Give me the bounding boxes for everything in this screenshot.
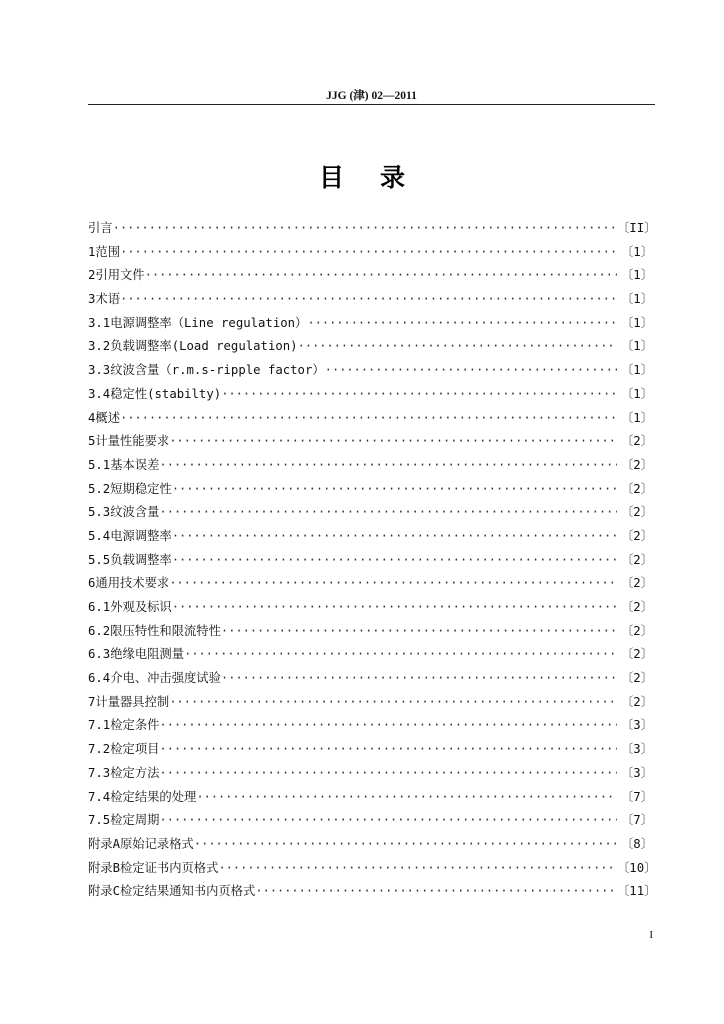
toc-entry[interactable] <box>88 501 653 525</box>
toc-entry-number: 5.3 <box>88 505 111 520</box>
toc-entry[interactable] <box>88 643 653 667</box>
toc-entry-number: 7.3 <box>88 765 111 780</box>
toc-entry-number: 6.3 <box>88 647 111 662</box>
toc-leader-dots <box>159 762 617 786</box>
toc-leader-dots <box>169 691 617 715</box>
toc-leader-dots <box>120 407 617 431</box>
toc-leader-dots <box>172 525 617 549</box>
toc-entry-page: 〔3〕 <box>621 742 653 757</box>
toc-leader-dots <box>159 809 617 833</box>
toc-entry[interactable] <box>88 264 653 288</box>
toc-entry[interactable] <box>88 312 653 336</box>
toc-entry-title: 计量器具控制 <box>95 694 170 709</box>
toc-entry-page: 〔2〕 <box>621 481 653 496</box>
toc-entry-title: 短期稳定性 <box>110 481 172 496</box>
toc-entry[interactable] <box>88 217 657 241</box>
toc-entry[interactable] <box>88 430 653 454</box>
toc-entry-number: 3.1 <box>88 315 111 330</box>
toc-entry[interactable] <box>88 714 653 738</box>
toc-entry-number: 6.2 <box>88 623 111 638</box>
toc-entry-page: 〔1〕 <box>621 386 653 401</box>
toc-entry-page: 〔II〕 <box>617 221 657 235</box>
toc-entry-page: 〔2〕 <box>621 505 653 520</box>
toc-entry-number: 3.2 <box>88 339 111 354</box>
toc-entry-page: 〔2〕 <box>621 647 653 662</box>
toc-entry[interactable] <box>88 407 653 431</box>
toc-leader-dots <box>255 880 617 904</box>
toc-entry[interactable] <box>88 359 653 383</box>
toc-leader-dots <box>221 620 617 644</box>
toc-entry-title: 检定结果通知书内页格式 <box>120 884 256 899</box>
toc-entry-number: 7.4 <box>88 789 111 804</box>
toc-leader-dots <box>120 288 617 312</box>
toc-entry-title: 通用技术要求 <box>95 576 170 591</box>
toc-entry-page: 〔2〕 <box>621 552 653 567</box>
toc-entry[interactable] <box>88 620 653 644</box>
toc-leader-dots <box>218 857 617 881</box>
toc-entry-page: 〔2〕 <box>621 576 653 591</box>
toc-entry-number: 3.4 <box>88 386 111 401</box>
toc-entry-title: 检定周期 <box>110 813 160 828</box>
toc-entry-page: 〔10〕 <box>617 860 657 875</box>
toc-leader-dots <box>159 714 617 738</box>
toc-entry-title: 电源调整率（Line regulation） <box>110 315 308 330</box>
toc-entry-number: 7 <box>88 694 96 709</box>
toc-entry-number: 3 <box>88 292 96 307</box>
toc-entry-title: 计量性能要求 <box>95 434 170 449</box>
toc-entry-number: 7.1 <box>88 718 111 733</box>
toc-entry-page: 〔3〕 <box>621 718 653 733</box>
toc-entry[interactable] <box>88 691 653 715</box>
toc-entry-page: 〔2〕 <box>621 671 653 686</box>
toc-entry-number: 5.4 <box>88 528 111 543</box>
toc-leader-dots <box>172 478 617 502</box>
toc-entry[interactable] <box>88 786 653 810</box>
toc-entry-title: 引用文件 <box>95 268 145 283</box>
toc-entry-title: 电源调整率 <box>110 528 172 543</box>
toc-entry[interactable] <box>88 667 653 691</box>
toc-entry-title: 检定方法 <box>110 765 160 780</box>
toc-entry-title: 引言 <box>88 221 113 235</box>
toc-entry-title: 术语 <box>95 292 121 307</box>
toc-entry-title: 外观及标识 <box>110 600 172 614</box>
toc-entry-title: 纹波含量 <box>110 505 160 520</box>
toc-entry[interactable] <box>88 833 653 857</box>
toc-entry-number: 附录C <box>88 884 120 899</box>
toc-entry-number: 附录A <box>88 836 120 851</box>
toc-entry-number: 5.1 <box>88 457 111 472</box>
toc-entry[interactable] <box>88 478 653 502</box>
toc-leader-dots <box>325 359 617 383</box>
toc-leader-dots <box>169 430 617 454</box>
toc-entry-title: 负载调整率 <box>110 552 172 567</box>
toc-leader-dots <box>113 217 617 241</box>
toc-leader-dots <box>194 833 617 857</box>
toc-entry-page: 〔1〕 <box>621 292 653 307</box>
table-of-contents <box>88 217 657 904</box>
toc-entry[interactable] <box>88 880 657 904</box>
toc-entry-number: 5.2 <box>88 481 111 496</box>
toc-leader-dots <box>159 454 617 478</box>
toc-entry-page: 〔1〕 <box>621 339 653 354</box>
toc-entry-title: 基本误差 <box>110 457 160 472</box>
toc-entry-page: 〔3〕 <box>621 765 653 780</box>
toc-entry-page: 〔2〕 <box>621 600 653 614</box>
toc-entry[interactable] <box>88 454 653 478</box>
toc-entry[interactable] <box>88 857 657 881</box>
toc-leader-dots <box>307 312 617 336</box>
toc-entry-number: 4 <box>88 410 96 425</box>
toc-entry-page: 〔2〕 <box>621 434 653 449</box>
toc-entry-title: 负载调整率(Load regulation) <box>110 339 298 354</box>
standard-code-header: JJG (津) 02—2011 <box>326 90 417 102</box>
toc-entry-title: 检定证书内页格式 <box>120 860 219 875</box>
toc-leader-dots <box>221 383 617 407</box>
toc-entry-page: 〔11〕 <box>617 884 657 899</box>
toc-entry-title: 检定项目 <box>110 742 160 757</box>
toc-entry-title: 检定结果的处理 <box>110 789 197 804</box>
toc-entry-page: 〔7〕 <box>621 789 653 804</box>
toc-entry-number: 6.4 <box>88 671 111 686</box>
toc-entry[interactable] <box>88 738 653 762</box>
toc-leader-dots <box>298 335 617 359</box>
toc-entry-number: 6.1 <box>88 600 111 614</box>
toc-entry-number: 3.3 <box>88 363 111 378</box>
toc-entry-page: 〔2〕 <box>621 528 653 543</box>
toc-entry-title: 稳定性(stabilty) <box>110 386 222 401</box>
toc-entry-title: 检定条件 <box>110 718 160 733</box>
toc-leader-dots <box>196 786 617 810</box>
toc-leader-dots <box>159 738 617 762</box>
toc-entry-page: 〔1〕 <box>621 410 653 425</box>
toc-entry-page: 〔1〕 <box>621 268 653 283</box>
toc-title: 目录 <box>318 163 441 192</box>
toc-entry-page: 〔7〕 <box>621 813 653 828</box>
toc-leader-dots <box>169 572 617 596</box>
toc-entry-number: 2 <box>88 268 96 283</box>
toc-entry[interactable] <box>88 549 653 573</box>
toc-entry-title: 范围 <box>95 244 121 259</box>
toc-entry-number: 5 <box>88 434 96 449</box>
page-number: I <box>649 929 653 941</box>
toc-entry[interactable] <box>88 383 653 407</box>
toc-entry[interactable] <box>88 809 653 833</box>
toc-entry-title: 绝缘电阻测量 <box>110 647 185 662</box>
toc-entry-page: 〔8〕 <box>621 836 653 851</box>
toc-entry-page: 〔2〕 <box>621 457 653 472</box>
toc-entry[interactable] <box>88 572 653 596</box>
toc-entry-title: 概述 <box>95 410 121 425</box>
toc-entry-page: 〔2〕 <box>621 694 653 709</box>
toc-entry-number: 1 <box>88 244 96 259</box>
toc-leader-dots <box>159 501 617 525</box>
toc-entry-title: 限压特性和限流特性 <box>110 623 221 638</box>
toc-entry-title: 纹波含量（r.m.s-ripple factor） <box>110 363 325 378</box>
toc-entry-page: 〔2〕 <box>621 623 653 638</box>
toc-entry-number: 7.2 <box>88 742 111 757</box>
toc-entry-page: 〔1〕 <box>621 363 653 378</box>
toc-leader-dots <box>145 264 617 288</box>
toc-entry[interactable] <box>88 335 653 359</box>
toc-entry-number: 5.5 <box>88 552 111 567</box>
toc-entry-page: 〔1〕 <box>621 244 653 259</box>
toc-entry-title: 原始记录格式 <box>120 836 194 851</box>
toc-entry[interactable] <box>88 596 653 620</box>
toc-leader-dots <box>184 643 617 667</box>
toc-entry-page: 〔1〕 <box>621 315 653 330</box>
toc-entry[interactable] <box>88 762 653 786</box>
toc-leader-dots <box>120 241 617 265</box>
toc-entry-number: 7.5 <box>88 813 111 828</box>
toc-leader-dots <box>172 549 617 573</box>
toc-leader-dots <box>221 667 617 691</box>
toc-entry-number: 6 <box>88 576 96 591</box>
toc-entry[interactable] <box>88 525 653 549</box>
toc-leader-dots <box>172 596 617 620</box>
toc-entry[interactable] <box>88 241 653 265</box>
toc-entry[interactable] <box>88 288 653 312</box>
toc-entry-title: 介电、冲击强度试验 <box>110 671 221 686</box>
header-rule <box>88 104 655 105</box>
toc-entry-number: 附录B <box>88 860 120 875</box>
